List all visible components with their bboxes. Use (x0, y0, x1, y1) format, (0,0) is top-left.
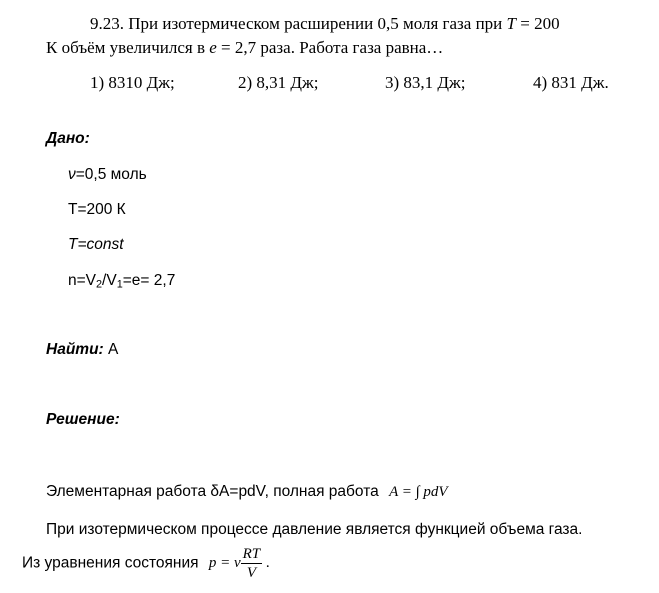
work-line: Элементарная работа δA=pdV, полная работа A = ∫ pdV (46, 483, 448, 500)
state-lhs: p = ν (208, 555, 241, 571)
euler-symbol: e (209, 38, 217, 57)
fraction-numerator: RT (242, 546, 261, 562)
temperature-symbol: T (506, 14, 516, 33)
problem-line-1: 9.23. При изотермическом расширении 0,5 моля газа при T = 200 (90, 14, 560, 33)
state-equation-line: Из уравнения состояния p = ν $\frac{RT}{V}$ . (22, 546, 270, 581)
answer-option-2: 2) 8,31 Дж; (238, 73, 319, 92)
find-line (46, 341, 118, 359)
answer-option-3: 3) 83,1 Дж; (385, 73, 466, 92)
answer-option-4: 4) 831 Дж. (533, 73, 609, 92)
answer-option-1: 1) 8310 Дж; (90, 73, 175, 92)
find-heading: Найти: (46, 341, 104, 358)
given-amount: ν=0,5 моль (68, 166, 147, 183)
solution-heading: Решение: (46, 411, 120, 428)
problem-line-2: К объём увеличился в e = 2,7 раза. Работа газа равна… (46, 38, 444, 57)
nu-symbol: ν (68, 166, 76, 183)
given-temperature: T=200 К (68, 201, 126, 218)
rt-over-v-fraction (241, 545, 263, 582)
work-integral-formula: A = ∫ pdV (389, 484, 448, 500)
fraction-denominator: V (246, 565, 256, 581)
given-volume-ratio: $n=V_2/V_1=e= 2,7$ (68, 272, 176, 291)
isothermal-line: При изотермическом процессе давление является функцией объема газа. (46, 521, 583, 538)
given-isothermal: T=const (68, 236, 124, 253)
find-value: А (103, 341, 119, 358)
given-heading: Дано: (46, 130, 90, 147)
